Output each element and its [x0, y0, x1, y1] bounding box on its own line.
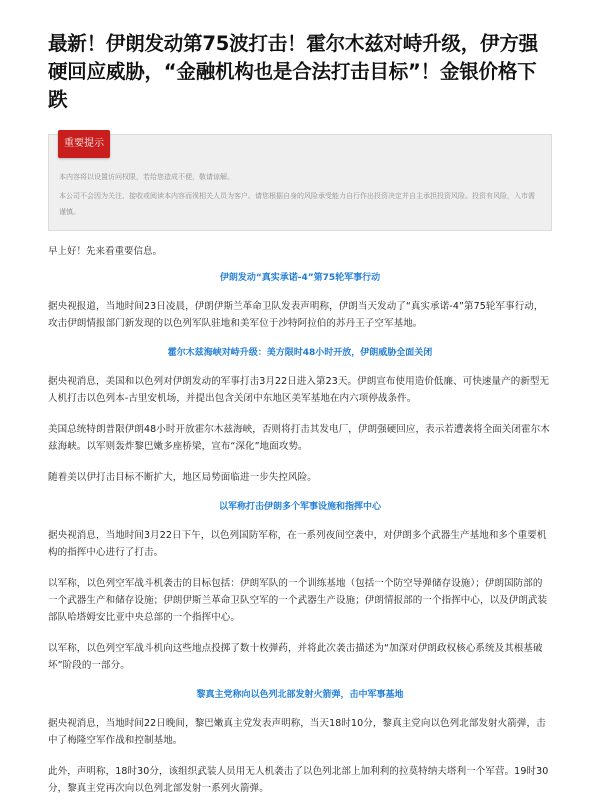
notice-line: 本公司不会因为关注、接收或阅读本内容而视相关人员为客户。请您根据自身的风险承受能力自行作出投资决定并自主承担投资风险。投资有风险，入市需谨慎。 — [59, 192, 535, 216]
article-title: 最新！伊朗发动第75波打击！霍尔木兹对峙升级，伊方强硬回应威胁，“金融机构也是合法打击目标”！金银价格下跌 — [48, 32, 538, 111]
paragraph: 随着美以伊打击目标不断扩大，地区局势面临进一步失控风险。 — [48, 472, 317, 483]
notice-section — [48, 134, 552, 231]
section-heading: 霍尔木兹海峡对峙升级：美方限时48小时开放，伊朗威胁全面关闭 — [167, 348, 433, 358]
section-2 — [48, 346, 552, 486]
paragraph: 据央视消息，当地时间3月22日下午，以色列国防军称，在一系列夜间空袭中，对伊朗多个武器生产基地和多个重要机构的指挥中心进行了打击。 — [48, 530, 547, 558]
paragraph: 据央视报道，当地时间23日凌晨，伊朗伊斯兰革命卫队发表声明称，伊朗当天发动了“真实承诺-4”第75轮军事行动，攻击伊朗情报部门新发现的以色列军队驻地和美军位于沙特阿拉伯的苏丹王子空军基地。 — [48, 301, 544, 329]
notice-tag: 重要提示 — [58, 130, 110, 158]
paragraph: 以军称，以色列空军战斗机袭击的目标包括：伊朗军队的一个训练基地（包括一个防空导弹储存设施）；伊朗国防部的一个武器生产和储存设施；伊朗伊斯兰革命卫队空军的一个武器生产设施；伊朗情报部的一个指挥中心，以及伊朗武装部队哈塔姆安比亚中央总部的一个指挥中心。 — [48, 578, 548, 623]
paragraph: 以军称，以色列空军战斗机向这些地点投掷了数十枚弹药，并将此次袭击描述为“加深对伊朗政权核心系统及其根基破坏”阶段的一部分。 — [48, 643, 543, 671]
paragraph: 据央视消息，美国和以色列对伊朗发动的军事打击3月22日进入第23天。伊朗宣布使用造价低廉、可快速量产的新型无人机打击以色列本-古里安机场，并提出包含关闭中东地区美军基地在内六项停战条件。 — [48, 376, 550, 404]
paragraph: 美国总统特朗普限伊朗48小时开放霍尔木兹海峡，否则将打击其发电厂，伊朗强硬回应，表示若遭袭将全面关闭霍尔木兹海峡。以军则轰炸黎巴嫩多座桥梁，宣布“深化”地面攻势。 — [48, 424, 550, 452]
section-heading: 伊朗发动“真实承诺-4”第75轮军事行动 — [219, 273, 381, 283]
section-heading: 黎真主党称向以色列北部发射火箭弹，击中军事基地 — [196, 690, 404, 700]
paragraph: 此外，声明称，18时30分，该组织武装人员用无人机袭击了以色列北部上加利利的拉莫特纳夫塔利一个军营。19时30分，黎真主党再次向以色列北部发射一系列火箭弹。 — [48, 766, 549, 794]
paragraph: 据央视消息，当地时间22日晚间，黎巴嫩真主党发表声明称，当天18时10分，黎真主党向以色列北部发射火箭弹，击中了梅隆空军作战和控制基地。 — [48, 718, 546, 746]
section-heading: 以军称打击伊朗多个军事设施和指挥中心 — [218, 502, 381, 512]
section-3 — [48, 500, 552, 674]
section-1 — [48, 271, 552, 332]
notice-box — [48, 134, 552, 231]
greeting: 早上好！先来看重要信息。 — [48, 246, 163, 257]
notice-line: 本内容将以设置访问权限，若给您造成不便，敬请谅解。 — [59, 173, 234, 181]
section-4 — [48, 688, 552, 797]
